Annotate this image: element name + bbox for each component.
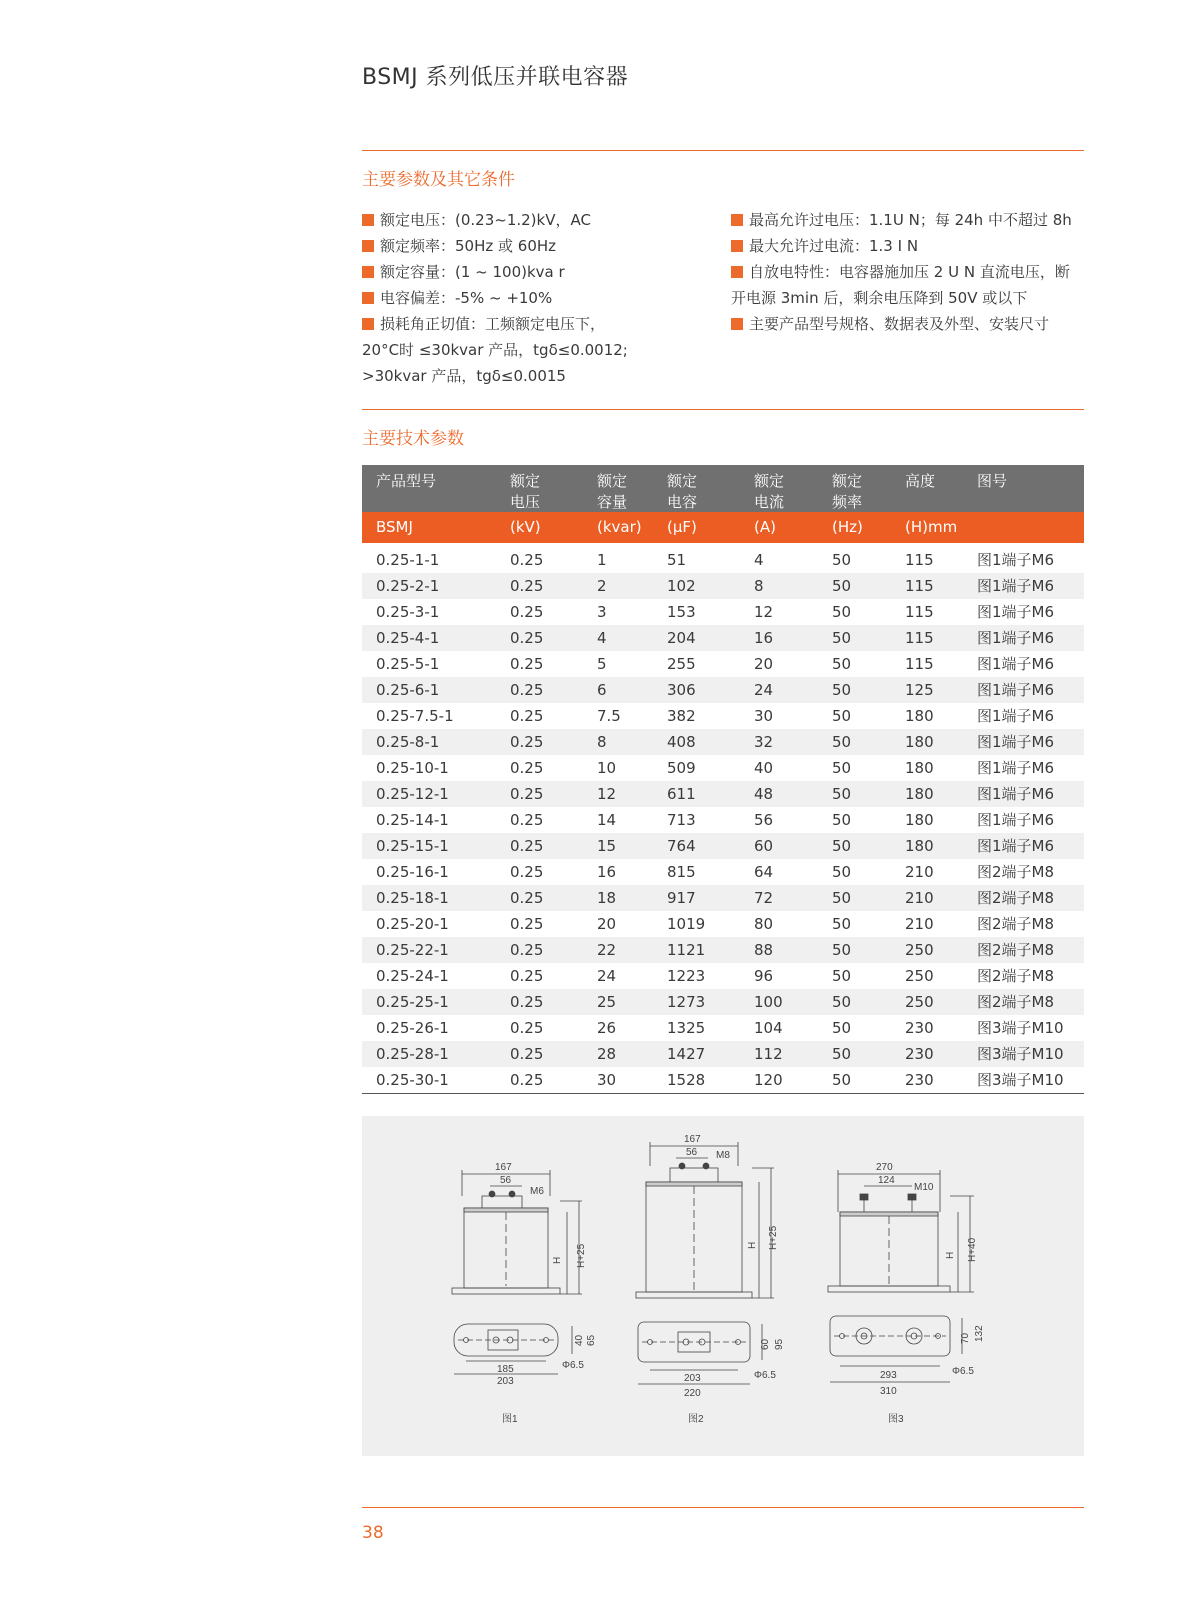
table-cell: 60 — [754, 837, 774, 855]
table-cell: 180 — [905, 733, 934, 751]
table-cell: 图1端子M6 — [977, 837, 1055, 855]
dim-label: 293 — [880, 1370, 897, 1381]
table-cell: 图1端子M6 — [977, 733, 1055, 751]
table-cell: 1 — [597, 551, 607, 569]
table-cell: 1223 — [667, 967, 706, 985]
table-cell: 0.25-7.5-1 — [376, 707, 454, 725]
figure-caption: 图1 — [502, 1414, 518, 1425]
table-cell: 50 — [832, 811, 852, 829]
table-cell: 50 — [832, 577, 852, 595]
table-cell: 50 — [832, 629, 852, 647]
table-row — [362, 651, 1084, 677]
params-right-list — [731, 207, 1091, 337]
table-cell: 0.25 — [510, 759, 544, 777]
param-item: 最高允许过电压：1.1U N；每 24h 中不超过 8h — [731, 207, 1091, 233]
table-cell: 图2端子M8 — [977, 993, 1055, 1011]
units-bar — [362, 512, 1084, 543]
table-cell: 50 — [832, 759, 852, 777]
table-cell: 0.25-26-1 — [376, 1019, 449, 1037]
table-cell: 0.25-2-1 — [376, 577, 440, 595]
table-cell: 12 — [754, 603, 774, 621]
table-cell: 50 — [832, 551, 852, 569]
table-cell: 64 — [754, 863, 774, 881]
table-cell: 50 — [832, 967, 852, 985]
dim-label: 70 — [960, 1332, 971, 1344]
table-cell: 917 — [667, 889, 696, 907]
table-cell: 26 — [597, 1019, 617, 1037]
table-cell: 10 — [597, 759, 617, 777]
table-cell: 72 — [754, 889, 774, 907]
table-cell: 图1端子M6 — [977, 785, 1055, 803]
table-cell: 125 — [905, 681, 934, 699]
bullet-icon — [362, 292, 374, 304]
table-cell: 80 — [754, 915, 774, 933]
section-divider — [362, 409, 1084, 410]
dim-label: 132 — [974, 1325, 985, 1342]
table-cell: 0.25 — [510, 733, 544, 751]
table-row — [362, 963, 1084, 989]
table-cell: 0.25 — [510, 915, 544, 933]
param-item: 主要产品型号规格、数据表及外型、安装尺寸 — [731, 311, 1091, 337]
table-cell: 180 — [905, 837, 934, 855]
table-cell: 230 — [905, 1071, 934, 1089]
table-cell: 0.25-16-1 — [376, 863, 449, 881]
col-header-frequency: 额定 频率 — [832, 472, 863, 511]
table-cell: 0.25-20-1 — [376, 915, 449, 933]
table-cell: 250 — [905, 993, 934, 1011]
param-item: 自放电特性：电容器施加压 2 U N 直流电压，断 — [731, 259, 1091, 285]
bullet-icon — [362, 214, 374, 226]
table-cell: 0.25 — [510, 941, 544, 959]
figure-3 — [828, 1162, 985, 1425]
dim-label: 167 — [684, 1134, 701, 1145]
dim-label: Φ6.5 — [754, 1370, 776, 1381]
param-item: 额定电压：(0.23~1.2)kV，AC — [362, 207, 712, 233]
dim-label: M8 — [716, 1150, 730, 1161]
param-continuation: 开电源 3min 后，剩余电压降到 50V 或以下 — [731, 289, 1028, 307]
table-cell: 0.25 — [510, 655, 544, 673]
table-cell: 图2端子M8 — [977, 941, 1055, 959]
table-cell: 88 — [754, 941, 774, 959]
dim-label: M6 — [530, 1186, 544, 1197]
table-row — [362, 1041, 1084, 1067]
table-cell: 50 — [832, 993, 852, 1011]
table-cell: 1019 — [667, 915, 706, 933]
table-cell: 50 — [832, 1071, 852, 1089]
table-cell: 0.25-15-1 — [376, 837, 449, 855]
table-cell: 25 — [597, 993, 617, 1011]
bullet-icon — [362, 318, 374, 330]
table-cell: 0.25-3-1 — [376, 603, 440, 621]
table-cell: 306 — [667, 681, 696, 699]
bullet-icon — [731, 266, 743, 278]
table-cell: 20 — [597, 915, 617, 933]
table-cell: 115 — [905, 655, 934, 673]
table-cell: 50 — [832, 655, 852, 673]
table-cell: 230 — [905, 1019, 934, 1037]
table-cell: 14 — [597, 811, 617, 829]
table-cell: 0.25-14-1 — [376, 811, 449, 829]
table-cell: 50 — [832, 915, 852, 933]
table-cell: 0.25 — [510, 707, 544, 725]
table-row — [362, 859, 1084, 885]
unit-label: (Hz) — [832, 518, 863, 536]
table-cell: 210 — [905, 863, 934, 881]
table-cell: 图1端子M6 — [977, 707, 1055, 725]
col-header-figure: 图号 — [977, 472, 1008, 490]
dim-label: 56 — [686, 1147, 698, 1158]
table-cell: 713 — [667, 811, 696, 829]
unit-label: (μF) — [667, 518, 697, 536]
table-cell: 20 — [754, 655, 774, 673]
table-cell: 1273 — [667, 993, 706, 1011]
table-cell: 1528 — [667, 1071, 706, 1089]
section-heading-params: 主要参数及其它条件 — [362, 170, 515, 190]
table-cell: 50 — [832, 707, 852, 725]
table-cell: 0.25 — [510, 577, 544, 595]
table-cell: 408 — [667, 733, 696, 751]
col-header-capacity: 额定 容量 — [597, 472, 628, 511]
table-cell: 0.25-12-1 — [376, 785, 449, 803]
table-cell: 0.25 — [510, 837, 544, 855]
figure-caption: 图2 — [688, 1414, 704, 1425]
table-cell: 50 — [832, 733, 852, 751]
dim-label: M10 — [914, 1182, 934, 1193]
dim-label: 60 — [760, 1338, 771, 1350]
table-cell: 104 — [754, 1019, 783, 1037]
table-header — [362, 465, 1084, 543]
table-row — [362, 1015, 1084, 1041]
table-cell: 图3端子M10 — [977, 1071, 1064, 1089]
bullet-icon — [362, 266, 374, 278]
page-number: 38 — [362, 1523, 384, 1543]
footer-divider — [362, 1507, 1084, 1508]
dim-label: 220 — [684, 1388, 701, 1399]
table-cell: 50 — [832, 941, 852, 959]
table-row — [362, 703, 1084, 729]
dim-label: H — [552, 1256, 563, 1264]
table-cell: 100 — [754, 993, 783, 1011]
table-cell: 56 — [754, 811, 774, 829]
param-item: 额定频率：50Hz 或 60Hz — [362, 233, 712, 259]
table-cell: 5 — [597, 655, 607, 673]
dim-label: H+25 — [768, 1225, 779, 1250]
table-cell: 0.25 — [510, 629, 544, 647]
table-cell: 0.25-25-1 — [376, 993, 449, 1011]
table-cell: 图3端子M10 — [977, 1045, 1064, 1063]
col-header-height: 高度 — [905, 472, 936, 490]
table-cell: 图1端子M6 — [977, 759, 1055, 777]
table-cell: 24 — [597, 967, 617, 985]
table-cell: 210 — [905, 889, 934, 907]
dim-label: 56 — [500, 1175, 512, 1186]
table-cell: 255 — [667, 655, 696, 673]
table-cell: 764 — [667, 837, 696, 855]
unit-label: (A) — [754, 518, 776, 536]
params-left-list — [362, 207, 712, 389]
dim-label: H — [945, 1251, 956, 1259]
table-cell: 12 — [597, 785, 617, 803]
table-cell: 30 — [597, 1071, 617, 1089]
table-cell: 96 — [754, 967, 774, 985]
table-cell: 115 — [905, 577, 934, 595]
table-row — [362, 989, 1084, 1015]
table-cell: 24 — [754, 681, 774, 699]
figure-1 — [452, 1162, 597, 1425]
table-cell: 6 — [597, 681, 607, 699]
table-cell: 815 — [667, 863, 696, 881]
table-cell: 4 — [754, 551, 764, 569]
table-cell: 1325 — [667, 1019, 706, 1037]
dim-label: Φ6.5 — [562, 1360, 584, 1371]
table-cell: 图2端子M8 — [977, 915, 1055, 933]
table-cell: 50 — [832, 1045, 852, 1063]
table-cell: 0.25 — [510, 967, 544, 985]
dim-label: 95 — [774, 1338, 785, 1350]
table-cell: 180 — [905, 707, 934, 725]
bullet-icon — [731, 214, 743, 226]
param-item: 最大允许过电流：1.3 I N — [731, 233, 1091, 259]
table-cell: 0.25-28-1 — [376, 1045, 449, 1063]
table-cell: 8 — [754, 577, 764, 595]
dim-label: 167 — [495, 1162, 512, 1173]
section-heading-tech: 主要技术参数 — [362, 429, 464, 449]
dim-label: Φ6.5 — [952, 1366, 974, 1377]
table-row — [362, 781, 1084, 807]
page-title: BSMJ 系列低压并联电容器 — [362, 65, 629, 90]
table-cell: 15 — [597, 837, 617, 855]
dim-label: 124 — [878, 1175, 895, 1186]
col-header-current: 额定 电流 — [754, 472, 785, 511]
param-item: 电容偏差：-5% ~ +10% — [362, 285, 712, 311]
table-cell: 0.25 — [510, 551, 544, 569]
table-cell: 210 — [905, 915, 934, 933]
table-cell: 图1端子M6 — [977, 603, 1055, 621]
table-cell: 0.25 — [510, 681, 544, 699]
table-row — [362, 599, 1084, 625]
table-cell: 1121 — [667, 941, 706, 959]
dim-label: 203 — [684, 1373, 701, 1384]
table-cell: 1427 — [667, 1045, 706, 1063]
table-cell: 22 — [597, 941, 617, 959]
table-cell: 0.25 — [510, 811, 544, 829]
dim-label: 203 — [497, 1376, 514, 1387]
table-row — [362, 1067, 1084, 1093]
col-header-capacitance: 额定 电容 — [667, 472, 698, 511]
table-cell: 0.25 — [510, 1019, 544, 1037]
dimension-drawings — [362, 1116, 1084, 1456]
table-cell: 3 — [597, 603, 607, 621]
table-cell: 图1端子M6 — [977, 629, 1055, 647]
table-cell: 50 — [832, 785, 852, 803]
dim-label: 185 — [497, 1364, 514, 1375]
table-cell: 250 — [905, 967, 934, 985]
table-cell: 7.5 — [597, 707, 621, 725]
dim-label: 310 — [880, 1386, 897, 1397]
table-cell: 0.25-18-1 — [376, 889, 449, 907]
figure-2 — [636, 1134, 785, 1425]
table-cell: 50 — [832, 603, 852, 621]
unit-label: (H)mm — [905, 518, 958, 536]
dim-label: 40 — [574, 1334, 585, 1346]
table-cell: 图2端子M8 — [977, 889, 1055, 907]
table-cell: 0.25-10-1 — [376, 759, 449, 777]
table-row — [362, 833, 1084, 859]
table-cell: 0.25 — [510, 863, 544, 881]
table-cell: 0.25-30-1 — [376, 1071, 449, 1089]
table-cell: 50 — [832, 837, 852, 855]
table-cell: 153 — [667, 603, 696, 621]
unit-label: (kvar) — [597, 518, 642, 536]
table-cell: 230 — [905, 1045, 934, 1063]
spec-table — [362, 465, 1084, 1094]
param-item: 损耗角正切值：工频额定电压下， — [362, 311, 712, 337]
table-cell: 18 — [597, 889, 617, 907]
dim-label: H+25 — [576, 1243, 587, 1268]
table-cell: 30 — [754, 707, 774, 725]
figure-caption: 图3 — [888, 1414, 904, 1425]
param-continuation: 20°C时 ≤30kvar 产品，tgδ≤0.0012; — [362, 341, 628, 359]
table-cell: 0.25-8-1 — [376, 733, 440, 751]
table-cell: 0.25 — [510, 1045, 544, 1063]
table-cell: 180 — [905, 785, 934, 803]
col-header-model: 产品型号 — [376, 472, 437, 490]
table-cell: 50 — [832, 1019, 852, 1037]
table-cell: 40 — [754, 759, 774, 777]
table-cell: 0.25-4-1 — [376, 629, 440, 647]
param-continuation: >30kvar 产品，tgδ≤0.0015 — [362, 367, 566, 385]
table-cell: 120 — [754, 1071, 783, 1089]
table-cell: 图2端子M8 — [977, 863, 1055, 881]
table-cell: 图1端子M6 — [977, 681, 1055, 699]
table-cell: 28 — [597, 1045, 617, 1063]
table-row — [362, 547, 1084, 573]
dim-label: 270 — [876, 1162, 893, 1173]
table-row — [362, 885, 1084, 911]
table-cell: 50 — [832, 863, 852, 881]
table-cell: 50 — [832, 681, 852, 699]
table-cell: 115 — [905, 551, 934, 569]
table-row — [362, 677, 1084, 703]
table-cell: 180 — [905, 811, 934, 829]
table-row — [362, 937, 1084, 963]
table-cell: 0.25 — [510, 889, 544, 907]
table-cell: 611 — [667, 785, 696, 803]
bullet-icon — [731, 240, 743, 252]
table-row — [362, 625, 1084, 651]
table-cell: 8 — [597, 733, 607, 751]
dim-label: 65 — [586, 1334, 597, 1346]
table-cell: 0.25-5-1 — [376, 655, 440, 673]
table-cell: 16 — [597, 863, 617, 881]
table-cell: 0.25 — [510, 1071, 544, 1089]
table-cell: 2 — [597, 577, 607, 595]
table-cell: 图1端子M6 — [977, 577, 1055, 595]
table-cell: 0.25 — [510, 785, 544, 803]
dim-label: H+40 — [967, 1237, 978, 1262]
table-cell: 102 — [667, 577, 696, 595]
table-cell: 32 — [754, 733, 774, 751]
table-cell: 16 — [754, 629, 774, 647]
unit-label: (kV) — [510, 518, 541, 536]
table-cell: 48 — [754, 785, 774, 803]
table-cell: 250 — [905, 941, 934, 959]
table-row — [362, 573, 1084, 599]
table-cell: 图1端子M6 — [977, 551, 1055, 569]
table-cell: 0.25 — [510, 603, 544, 621]
table-cell: 115 — [905, 629, 934, 647]
table-cell: 112 — [754, 1045, 783, 1063]
param-item: 额定容量：(1 ~ 100)kva r — [362, 259, 712, 285]
table-row — [362, 911, 1084, 937]
dim-label: H — [747, 1241, 758, 1249]
bullet-icon — [362, 240, 374, 252]
table-row — [362, 807, 1084, 833]
unit-label: BSMJ — [376, 518, 413, 536]
table-cell: 0.25 — [510, 993, 544, 1011]
table-cell: 509 — [667, 759, 696, 777]
table-cell: 115 — [905, 603, 934, 621]
table-cell: 180 — [905, 759, 934, 777]
table-cell: 0.25-22-1 — [376, 941, 449, 959]
table-cell: 图1端子M6 — [977, 811, 1055, 829]
table-cell: 382 — [667, 707, 696, 725]
table-cell: 图3端子M10 — [977, 1019, 1064, 1037]
table-row — [362, 755, 1084, 781]
table-cell: 0.25-24-1 — [376, 967, 449, 985]
table-cell: 4 — [597, 629, 607, 647]
table-cell: 0.25-1-1 — [376, 551, 440, 569]
table-cell: 204 — [667, 629, 696, 647]
table-cell: 50 — [832, 889, 852, 907]
table-cell: 图2端子M8 — [977, 967, 1055, 985]
col-header-voltage: 额定 电压 — [510, 472, 541, 511]
table-cell: 图1端子M6 — [977, 655, 1055, 673]
table-cell: 0.25-6-1 — [376, 681, 440, 699]
table-bottom-rule — [362, 1093, 1084, 1094]
table-row — [362, 729, 1084, 755]
section-divider — [362, 150, 1084, 151]
table-cell: 51 — [667, 551, 687, 569]
outline-drawings-svg — [362, 1116, 1084, 1456]
table-body — [362, 543, 1084, 1093]
bullet-icon — [731, 318, 743, 330]
